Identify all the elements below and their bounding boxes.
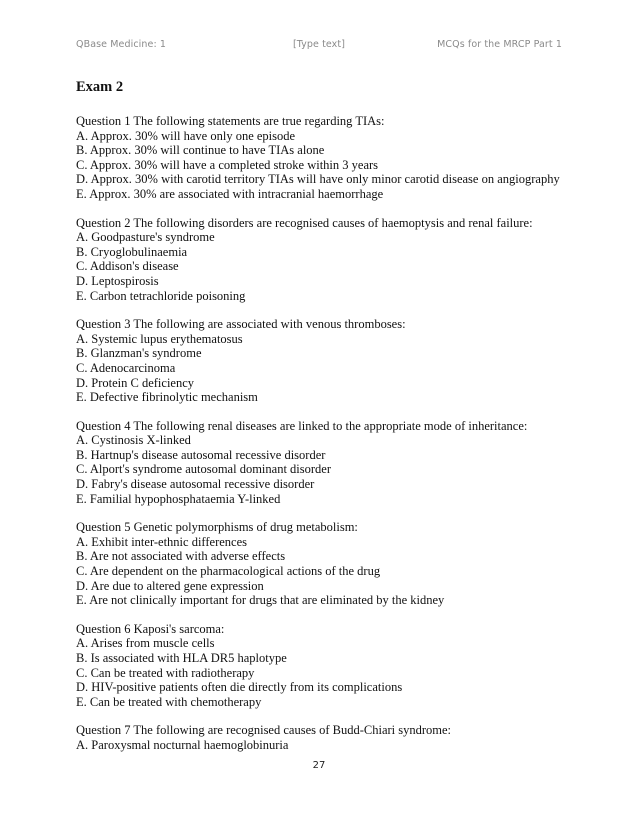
answer-option: E. Can be treated with chemotherapy — [76, 694, 262, 709]
answer-option: D. Leptospirosis — [76, 273, 159, 288]
answer-option: B. Approx. 30% will continue to have TIAs alone — [76, 143, 325, 158]
answer-option: A. Cystinosis X-linked — [76, 433, 191, 448]
answer-option: D. Protein C deficiency — [76, 375, 195, 390]
question-block — [76, 520, 594, 608]
answer-option: C. Alport's syndrome autosomal dominant disorder — [76, 462, 332, 477]
question-block — [76, 317, 594, 405]
page-content — [76, 78, 594, 767]
header-center-text: [Type text] — [292, 38, 346, 50]
question-stem: Question 6 Kaposi's sarcoma: — [76, 621, 225, 636]
answer-option: C. Addison's disease — [76, 259, 179, 274]
page-header — [76, 36, 562, 52]
answer-option: B. Hartnup's disease autosomal recessive disorder — [76, 447, 326, 462]
answer-option: C. Are dependent on the pharmacological actions of the drug — [76, 564, 381, 579]
page-number: 27 — [312, 760, 326, 771]
question-block — [76, 723, 594, 752]
answer-option: B. Cryoglobulinaemia — [76, 244, 188, 259]
question-block — [76, 216, 594, 304]
answer-option: E. Familial hypophosphataemia Y-linked — [76, 491, 281, 506]
answer-option: E. Are not clinically important for drugs that are eliminated by the kidney — [76, 593, 445, 608]
answer-option: C. Approx. 30% will have a completed stroke within 3 years — [76, 157, 379, 172]
answer-option: E. Approx. 30% are associated with intracranial haemorrhage — [76, 186, 384, 201]
question-stem: Question 7 The following are recognised causes of Budd-Chiari syndrome: — [76, 723, 452, 738]
answer-option: D. Are due to altered gene expression — [76, 578, 264, 593]
answer-option: D. HIV-positive patients often die directly from its complications — [76, 680, 403, 695]
answer-option: D. Fabry's disease autosomal recessive disorder — [76, 477, 315, 492]
question-block — [76, 114, 594, 202]
header-right-text: MCQs for the MRCP Part 1 — [437, 38, 562, 50]
answer-option: C. Adenocarcinoma — [76, 360, 176, 375]
question-stem: Question 5 Genetic polymorphisms of drug metabolism: — [76, 520, 358, 535]
answer-option: A. Arises from muscle cells — [76, 636, 215, 651]
answer-option: B. Are not associated with adverse effects — [76, 549, 286, 564]
answer-option: A. Approx. 30% will have only one episode — [76, 128, 296, 143]
question-stem: Question 4 The following renal diseases are linked to the appropriate mode of inheritance: — [76, 418, 528, 433]
header-left-text: QBase Medicine: 1 — [76, 38, 167, 50]
answer-option: A. Exhibit inter-ethnic differences — [76, 534, 247, 549]
answer-option: A. Paroxysmal nocturnal haemoglobinuria — [76, 737, 289, 752]
answer-option: B. Is associated with HLA DR5 haplotype — [76, 651, 287, 665]
answer-option: A. Goodpasture's syndrome — [76, 230, 215, 245]
question-stem: Question 1 The following statements are true regarding TIAs: — [76, 114, 385, 128]
answer-option: E. Defective fibrinolytic mechanism — [76, 390, 258, 405]
answer-option: A. Systemic lupus erythematosus — [76, 331, 243, 346]
answer-option: B. Glanzman's syndrome — [76, 346, 202, 361]
answer-option: C. Can be treated with radiotherapy — [76, 665, 255, 680]
answer-option: E. Carbon tetrachloride poisoning — [76, 288, 246, 303]
question-stem: Question 2 The following disorders are recognised causes of haemoptysis and renal failure: — [76, 215, 533, 230]
question-block — [76, 622, 594, 710]
answer-option: D. Approx. 30% with carotid territory TIAs will have only minor carotid disease on angiography — [76, 172, 560, 187]
exam-title: Exam 2 — [76, 79, 124, 95]
question-block — [76, 419, 594, 507]
question-stem: Question 3 The following are associated with venous thromboses: — [76, 317, 406, 332]
